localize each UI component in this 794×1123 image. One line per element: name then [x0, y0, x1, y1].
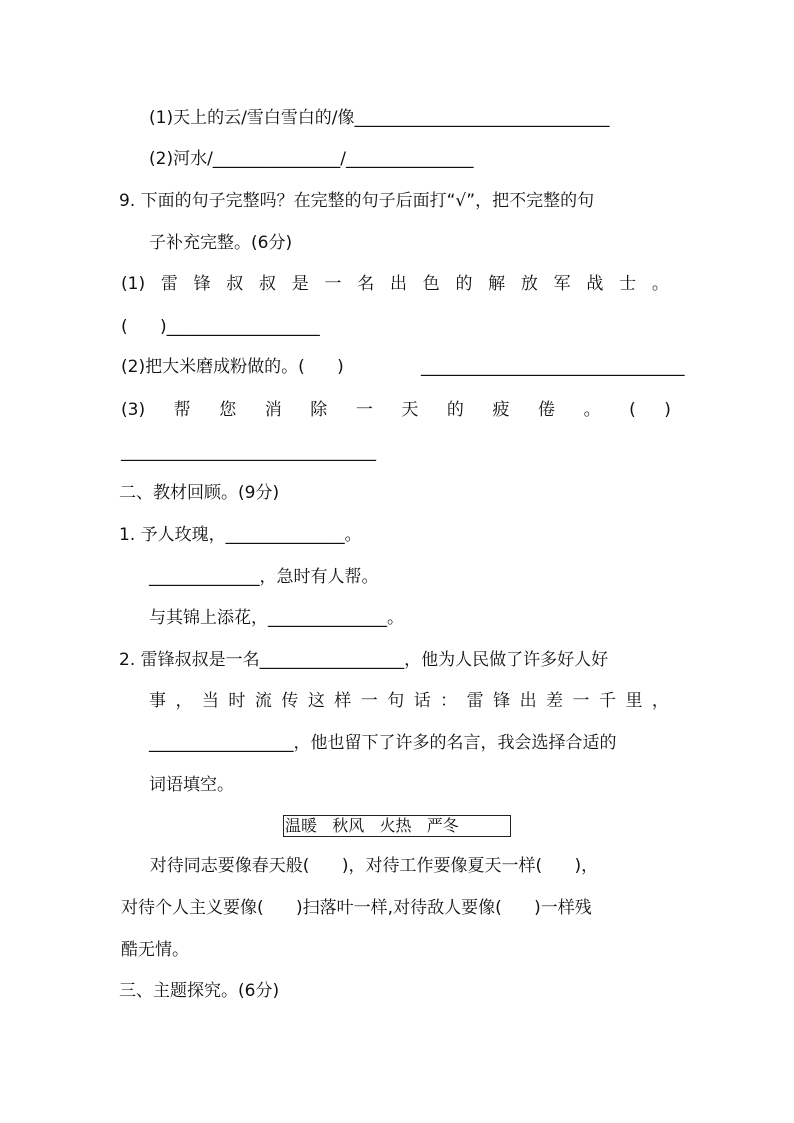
spaced-char: 流 [254, 691, 272, 711]
spaced-char: ， [651, 691, 669, 711]
q8-item-2: (2)河水/_______________/_______________ [149, 149, 474, 169]
spaced-char: 。 [651, 274, 669, 294]
spaced-char: 样 [334, 691, 352, 711]
spaced-char: 一 [572, 691, 590, 711]
q8-item-1: (1)天上的云/雪白雪白的/像______________________________ [149, 108, 610, 128]
spaced-char: 一 [355, 400, 373, 420]
s2-q2-line-3: _________________，他也留下了许多的名言，我会选择合适的 [149, 733, 617, 753]
spaced-char: 战 [586, 274, 604, 294]
spaced-char: 您 [219, 400, 237, 420]
spaced-char: 这 [307, 691, 325, 711]
spaced-char: 锋 [493, 691, 511, 711]
spaced-char: 疲 [492, 400, 510, 420]
q9-sentence-1-answer: ( )__________________ [121, 317, 320, 337]
spaced-char: 叔 [226, 274, 244, 294]
spaced-char: 。 [583, 400, 601, 420]
spaced-char: 帮 [173, 400, 191, 420]
spaced-char: 是 [291, 274, 309, 294]
spaced-char: 雷 [160, 274, 178, 294]
spaced-char: 一 [324, 274, 342, 294]
s2-q1-line-1: 1. 予人玫瑰，______________。 [119, 525, 362, 545]
spaced-char: 叔 [259, 274, 277, 294]
fill-paragraph-line-1: 对待同志要像春天般( )，对待工作要像夏天一样( )， [139, 856, 599, 876]
word-choice-box: 温暖 秋风 火热 严冬 [283, 815, 511, 837]
fill-paragraph-line-3: 酷无情。 [121, 940, 189, 960]
spaced-char: 消 [264, 400, 282, 420]
section-2-title: 二、教材回顾。(9分) [119, 483, 280, 503]
q9-stem-line-2: 子补充完整。(6分) [149, 233, 293, 253]
q9-sentence-2: (2)把大米磨成粉做的。( ) [121, 357, 344, 377]
fill-paragraph-line-2: 对待个人主义要像( )扫落叶一样,对待敌人要像( )一样残 [121, 898, 592, 918]
s2-q1-line-2: _____________，急时有人帮。 [149, 567, 379, 587]
spaced-char: 传 [281, 691, 299, 711]
spaced-char: 句 [387, 691, 405, 711]
spaced-char: 倦 [538, 400, 556, 420]
spaced-char: 解 [488, 274, 506, 294]
section-3-title: 三、主题探究。(6分) [119, 981, 280, 1001]
q9-stem-line-1: 9. 下面的句子完整吗？在完整的句子后面打“√”，把不完整的句 [119, 191, 595, 211]
spaced-char: 话 [413, 691, 431, 711]
spaced-char: 千 [598, 691, 616, 711]
q9-sentence-3-answer-line: ______________________________ [121, 442, 376, 462]
spaced-char: 出 [519, 691, 537, 711]
spaced-char: ： [440, 691, 458, 711]
spaced-char: 一 [360, 691, 378, 711]
spaced-char: ( [629, 400, 636, 420]
spaced-char: 的 [455, 274, 473, 294]
spaced-char: 士 [619, 274, 637, 294]
spaced-char: 天 [401, 400, 419, 420]
q9-sentence-2-answer-line: _______________________________ [421, 357, 685, 377]
spaced-char: 时 [228, 691, 246, 711]
spaced-char: 当 [201, 691, 219, 711]
spaced-char: 锋 [193, 274, 211, 294]
spaced-char: ， [175, 691, 193, 711]
spaced-char: 里 [625, 691, 643, 711]
spaced-char: 的 [446, 400, 464, 420]
spaced-char: 事 [149, 691, 166, 711]
spaced-char: (1) [121, 274, 146, 294]
spaced-char: 色 [422, 274, 440, 294]
q9-sentence-3 [121, 398, 671, 422]
spaced-char: 出 [389, 274, 407, 294]
spaced-char: 差 [546, 691, 564, 711]
spaced-char: 军 [553, 274, 571, 294]
spaced-char: ) [664, 400, 671, 420]
spaced-char: 除 [310, 400, 328, 420]
spaced-char: 放 [520, 274, 538, 294]
spaced-char: (3) [121, 400, 146, 420]
s2-q2-line-1: 2. 雷锋叔叔是一名_________________，他为人民做了许多好人好 [119, 650, 609, 670]
s2-q2-line-2 [149, 689, 669, 713]
spaced-char: 雷 [466, 691, 484, 711]
s2-q2-line-4: 词语填空。 [149, 775, 234, 795]
s2-q1-line-3: 与其锦上添花，______________。 [149, 608, 404, 628]
spaced-char: 名 [357, 274, 375, 294]
q9-sentence-1 [121, 272, 669, 296]
